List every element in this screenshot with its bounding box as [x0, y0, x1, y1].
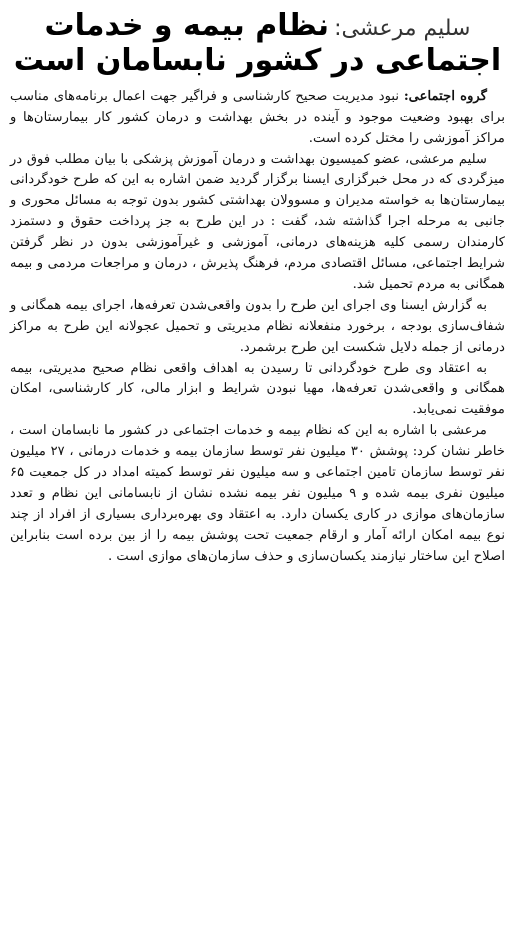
- paragraph-3: به گزارش ایسنا وی اجرای این طرح را بدون واقعی‌شدن تعرفه‌ها، اجرای بیمه همگانی و شفاف‌سازی بودجه ، برخورد منفعلانه نظام مدیریتی و تحمیل عجولانه این طرح به مراکز درمانی از جمله دلایل شکست این طرح برشمرد.: [10, 297, 505, 355]
- paragraph-2: سلیم مرعشی، عضو کمیسیون بهداشت و درمان آموزش پزشکی با بیان مطلب فوق در میزگردی که در محل خبرگزاری ایسنا برگزار گردید ضمن اشاره به این که طرح خودگردانی بیمارستان‌ها به خواسته مدیران و مسوولان بهداشتی کشور بدون توجه به مسائل محوری و جانبی به مرحله اجرا گذاشته شد، گفت : در این طرح به جز پرداخت حقوق و دستمزد کارمندان رسمی کلیه هزینه‌های درمانی، آموزشی و غیرآموزشی بدون در نظر گرفتن شرایط اجتماعی، مسائل اقتصادی مردم، فرهنگ پذیرش ، درمان و مراجعات مردمی و بیمه همگانی به مردم تحمیل شد.: [10, 151, 505, 292]
- headline-row-1: [10, 8, 505, 43]
- lead-label: گروه اجتماعی:: [403, 88, 487, 104]
- headline-kicker: سلیم مرعشی:: [334, 16, 471, 41]
- article-body: [10, 87, 505, 568]
- headline-title-line-2: اجتماعی در کشور نابسامان است: [13, 43, 502, 79]
- paragraph-4: به اعتقاد وی طرح خودگردانی تا رسیدن به اهداف واقعی نظام صحیح مدیریتی، بیمه همگانی و واقعی‌شدن تعرفه‌ها، مهیا نبودن شرایط و ابزار مالی، کار کارشناسی، امکان موفقیت نمی‌یابد.: [10, 360, 505, 418]
- paragraph-1-text: نبود مدیریت صحیح کارشناسی و فراگیر جهت اعمال برنامه‌های مناسب برای بهبود وضعیت موجود و آینده در بخش بهداشت و درمان کشور کار بیمارستان‌ها و مراکز آموزشی را مختل کرده است.: [10, 88, 505, 146]
- headline-title-line-1: نظام بیمه و خدمات: [44, 8, 329, 43]
- headline: [10, 8, 505, 79]
- paragraph-1: [10, 87, 505, 150]
- paragraph-5: مرعشی با اشاره به این که نظام بیمه و خدمات اجتماعی در کشور ما نابسامان است ، خاطر نشان کرد: پوشش ۳۰ میلیون نفر توسط سازمان بیمه و خدمات درمانی ، ۲۷ میلیون نفر توسط سازمان تامین اجتماعی و سه میلیون نفر توسط کمیته امداد در کل جمعیت ۶۵ میلیون نفری بیمه شده و ۹ میلیون نفر بیمه نشده نشان از نابسامانی این نظام و تعدد سازمان‌های موازی در کاری یکسان دارد. به اعتقاد وی بهره‌برداری بسیاری از افراد از چند نوع بیمه امکان ارائه آمار و ارقام جمعیت تحت پوشش بیمه را از بین برده است بنابراین اصلاح این ساختار نیازمند یکسان‌سازی و حذف سازمان‌های موازی است .: [10, 423, 506, 564]
